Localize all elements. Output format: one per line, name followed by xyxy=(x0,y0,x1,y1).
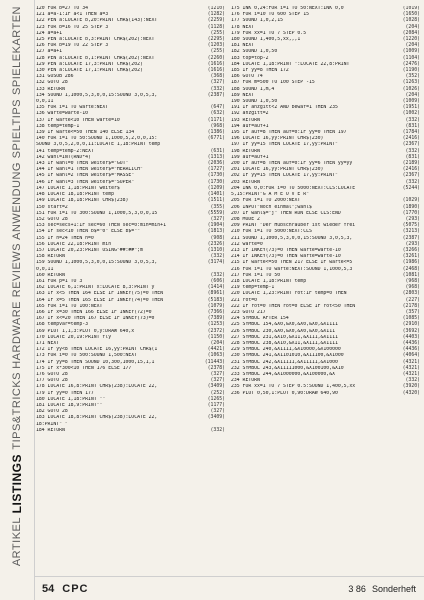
line-checksum: (2295) xyxy=(207,37,225,43)
line-code: 183 top=top-2 xyxy=(231,55,269,61)
line-checksum: (2372) xyxy=(207,328,225,334)
line-checksum: (968) xyxy=(405,285,420,291)
line-code: 152 GOTO 28 xyxy=(36,216,68,222)
line-code: 217 FOR i=1 TO 50 xyxy=(231,272,281,278)
line-code: 208 MODE 2 xyxy=(231,216,260,222)
line-checksum: (327) xyxy=(210,216,225,222)
line-checksum: (606) xyxy=(210,278,225,284)
line-code: SOUND 3,0,5,2,0,0,11:LOCATE 1,18:PRINT temp xyxy=(36,142,161,148)
line-checksum: (2326) xyxy=(207,241,225,247)
line-code: 160 RETURN xyxy=(36,272,65,278)
line-checksum: (1063) xyxy=(207,353,225,359)
line-checksum: (3174) xyxy=(207,260,225,266)
line-code: 130 PEN a:LOCATE 17,1:PRINT CHR$(202) xyxy=(36,68,143,74)
line-checksum: (4403) xyxy=(402,334,420,340)
line-code: 132 GOTO 28 xyxy=(36,80,68,86)
line-code: 236 PLOT 0,50,1:PLOT 0,90:DRAW 640,90 xyxy=(231,390,338,396)
line-checksum: (1986) xyxy=(402,260,420,266)
line-checksum: (3266) xyxy=(402,247,420,253)
line-checksum: (2387) xyxy=(207,92,225,98)
line-code: 199 auf=auf+1 xyxy=(231,154,269,160)
line-code: 163 IF x<5 THEN 164 ELSE IF INKEY(75)=0 THEN xyxy=(36,291,164,297)
line-checksum: (1616) xyxy=(207,68,225,74)
line-code: 225 SYMBOL 154,&X0,&X0,&X0,&X0,&X1111 xyxy=(231,322,338,328)
line-code: 221 rot=0 xyxy=(231,297,257,303)
line-code: 144 IF wahl=1 THEN weiter$="HERRLICH" xyxy=(36,167,143,173)
line-checksum: (1029) xyxy=(402,198,420,204)
line-checksum: (11443) xyxy=(204,359,225,365)
line-code: 188 SOUND 1,m,4 xyxy=(231,86,275,92)
line-checksum: (1079) xyxy=(207,303,225,309)
line-checksum: (2378) xyxy=(207,365,225,371)
line-code: 196 LOCATE 16,yy:PRINT CHR$(230) xyxy=(231,136,324,142)
line-checksum: (1128) xyxy=(207,24,225,30)
line-checksum: (7366) xyxy=(207,309,225,315)
line-code: 180 SOUND 1,400,5,xx,,,1 xyxy=(231,37,301,43)
line-code: 176 GOTO 28 xyxy=(36,371,68,377)
line-code: 0,0,11 xyxy=(36,99,54,105)
line-checksum: (1171) xyxy=(207,117,225,123)
line-checksum: (1414) xyxy=(207,285,225,291)
line-checksum: (332) xyxy=(210,86,225,92)
line-checksum: (357) xyxy=(405,309,420,315)
line-code: 189 NEXT xyxy=(231,92,255,98)
line-checksum: (1081) xyxy=(402,272,420,278)
line-checksum: (4436) xyxy=(402,347,420,353)
line-checksum: (1263) xyxy=(402,80,420,86)
line-checksum: (1009) xyxy=(402,49,420,55)
line-code: 229 SYMBOL 240,&X1111,&X10000,&X100000 xyxy=(231,347,341,353)
line-checksum: (1282) xyxy=(207,12,225,18)
sidebar-category-hardware: HARDWARE xyxy=(10,301,23,369)
line-checksum: (1730) xyxy=(207,179,225,185)
line-code: 137 IF warte<10 THEN warte=10 xyxy=(36,117,120,123)
line-checksum: (5075) xyxy=(402,223,420,229)
line-code: 170 LOCATE 20,19:PRINT fly xyxy=(36,334,112,340)
listing-column-right xyxy=(231,6,420,572)
line-checksum: (2416) xyxy=(402,136,420,142)
line-code: 204 INK 0,0:FOR i=0 TO 5000:NEXT:CLS:LOCATE xyxy=(231,185,356,191)
line-checksum: (1104) xyxy=(402,55,420,61)
line-code: 155 IF h=24 THEN h=0 xyxy=(36,235,94,241)
line-code: 202 IF yy=15 THEN LOCATE 17,yy:PRINT" xyxy=(231,173,338,179)
line-code: 207 IF wahl$="j" THEN RUN ELSE CLS:END xyxy=(231,210,341,216)
line-checksum: (368) xyxy=(210,74,225,80)
line-checksum: (1019) xyxy=(402,6,420,11)
line-checksum: (4321) xyxy=(402,365,420,371)
line-code: 156 LOCATE 22,18:PRINT min xyxy=(36,241,112,247)
line-code: 216 FOR i=1 TO warte:NEXT:SOUND 1,1000,5,3 xyxy=(231,266,353,272)
line-code: 223 GOTO 217 xyxy=(231,309,266,315)
line-code: 182 SOUND 1,0,50 xyxy=(231,49,278,55)
line-code: 214 IF INKEY(73)=0 THEN warte=warte-10 xyxy=(231,254,341,260)
line-checksum: (1210) xyxy=(207,6,225,11)
basic-listing xyxy=(36,6,420,572)
line-checksum: (4321) xyxy=(402,359,420,365)
line-checksum: (332) xyxy=(210,272,225,278)
sidebar-category-spieltips: SPIELTIPS xyxy=(10,98,23,158)
line-code: 149 LOCATE 18,18:PRINT CHR$(238) xyxy=(36,198,129,204)
line-code: 180 LOCATE 1,18:PRINT "" xyxy=(36,396,106,402)
line-code: 179 FOR xx=1 TO 7 STEP 0.5 xyxy=(231,30,307,36)
line-checksum: (4421) xyxy=(207,347,225,353)
line-checksum: (1220) xyxy=(402,37,420,43)
line-code: 187 FOR m=500 TO 100 STEP -15 xyxy=(231,80,315,86)
line-code: 150 start=2 xyxy=(36,204,68,210)
line-checksum: (1511) xyxy=(207,198,225,204)
line-code: 140 FOR i=1 TO 50:SOUND 1,1000,5,2,0,0,15: xyxy=(36,136,158,142)
line-code: 143 IF wahl=0 THEN weiter$="GUT" xyxy=(36,161,129,167)
issue-label: 3 86 xyxy=(348,583,366,594)
line-checksum: (2189) xyxy=(402,161,420,167)
line-code: 165 FOR i=1 TO 100:NEXT xyxy=(36,303,103,309)
line-checksum: (2178) xyxy=(402,303,420,309)
line-code: 232 SYMBOL 243,&X11111000,&X100100,&X10 xyxy=(231,365,344,371)
line-code: 125 PEN a:LOCATE b,3:PRINT CHR$(202):NEXT xyxy=(36,37,155,43)
line-checksum: (1730) xyxy=(207,173,225,179)
line-checksum: (255) xyxy=(210,30,225,36)
line-checksum: (4321) xyxy=(402,371,420,377)
category-sidebar xyxy=(0,0,35,600)
line-code: 123 FOR b=16 TO 25 STEP 3 xyxy=(36,24,109,30)
line-checksum: (2468) xyxy=(402,266,420,272)
line-checksum: (908) xyxy=(210,235,225,241)
line-checksum: (1190) xyxy=(402,68,420,74)
line-checksum: (327) xyxy=(210,378,225,384)
line-code: 177 SOUND 1,0,2,15 xyxy=(231,18,283,24)
line-code: 154 IF sec<10 THEN b$="0" ELSE b$="" xyxy=(36,229,140,235)
line-code: 191 IF anzgitt<2 AND bewaf=1 THEN 235 xyxy=(231,105,338,111)
line-checksum: (332) xyxy=(210,427,225,433)
line-code: 178 LOCATE 16,8:PRINT CHR$(238):LOCATE 22, xyxy=(36,384,158,390)
line-code: 169 PLOT 1,1,3:PLOT 0,y:DRAW 640,x xyxy=(36,328,135,334)
line-checksum: (1253) xyxy=(207,322,225,328)
line-code: 233 SYMBOL 244,&X1000000,&X100000,&X xyxy=(231,371,335,377)
line-code: 210 FOR i=1 TO 5000:NEXT:CLS xyxy=(231,229,312,235)
line-code: 18:PRINT" " xyxy=(36,421,68,427)
line-code: 212 warte=0 xyxy=(231,241,263,247)
line-checksum: (332) xyxy=(405,179,420,185)
line-checksum: (332) xyxy=(405,148,420,154)
line-checksum: (631) xyxy=(210,148,225,154)
line-checksum: (1616) xyxy=(207,61,225,67)
line-code: 185 IF yy=8 THEN 172 xyxy=(231,68,289,74)
line-code: 228 SYMBOL 238,&X10,&X11,&X111,&X1111 xyxy=(231,340,338,346)
line-checksum: (5559) xyxy=(207,210,225,216)
line-code: 148 LOCATE 18,18:PRINT temp xyxy=(36,192,114,198)
line-checksum: (1009) xyxy=(402,99,420,105)
line-checksum: (327) xyxy=(210,80,225,86)
line-code: 181 LOCATE 18,9:PRINT"" xyxy=(36,403,103,408)
line-code: 157 LOCATE 20,23:PRINT USING"##:##";m xyxy=(36,247,143,253)
line-code: 219 temp=temp-1 xyxy=(231,285,275,291)
line-checksum: (327) xyxy=(210,371,225,377)
line-checksum: (968) xyxy=(210,123,225,129)
line-checksum: (1028) xyxy=(402,18,420,24)
line-checksum: (1890) xyxy=(402,204,420,210)
line-checksum: (1784) xyxy=(402,130,420,136)
line-checksum: (3920) xyxy=(402,384,420,390)
line-checksum: (831) xyxy=(405,123,420,129)
line-code: 184 RETURN xyxy=(36,427,65,433)
line-code: 161 FOR p=1 TO 3 xyxy=(36,278,83,284)
line-checksum: (1727) xyxy=(207,167,225,173)
sidebar-category-artikel: ARTIKEL xyxy=(10,516,23,566)
line-code: 226 SYMBOL 230,&X0,&X0,&X0,&X0,&X111 xyxy=(231,328,335,334)
line-code: 166 IF x=30 THEN 166 ELSE IF INKEY(72)=0 xyxy=(36,309,152,315)
line-checksum: (332) xyxy=(405,378,420,384)
line-code: 136 warte=warte-10 xyxy=(36,111,88,117)
sidebar-category-tipstricks: TIPS&TRICKS xyxy=(10,372,23,451)
line-code: 141 temp=temp-2:NEXT xyxy=(36,148,94,154)
line-checksum: (632) xyxy=(210,111,225,117)
footer-left xyxy=(42,583,88,595)
line-code: 213 IF INKEY(73)=0 THEN warte=warte-10 xyxy=(231,247,341,253)
line-checksum: (2476) xyxy=(402,61,420,67)
line-checksum: (2367) xyxy=(402,142,420,148)
line-checksum: (2416) xyxy=(402,167,420,173)
line-code: 184 LOCATE 1,18:PRINT ":LOCATE 22,8:PRINT xyxy=(231,61,350,67)
line-checksum: (1265) xyxy=(207,396,225,402)
line-code: 151 FOR i=1 TO 300:SOUND 1,1000,5,3,0,0,15 xyxy=(36,210,158,216)
line-code: 0,0,11 xyxy=(36,266,54,272)
line-code: 178 NEXT xyxy=(231,24,255,30)
line-checksum: (1002) xyxy=(402,111,420,117)
magazine-logo: CPC xyxy=(62,582,89,595)
line-checksum: (1813) xyxy=(207,229,225,235)
line-code: 179 IF yy=0 THEN 177 xyxy=(36,390,94,396)
line-checksum: (204) xyxy=(405,24,420,30)
line-checksum: (4064) xyxy=(402,353,420,359)
line-checksum: (4436) xyxy=(402,340,420,346)
line-checksum: (1401) xyxy=(207,192,225,198)
page-footer xyxy=(34,576,424,600)
line-checksum: (2084) xyxy=(402,30,420,36)
line-code: 176 FOR i=10 TO 600 STEP 15 xyxy=(231,12,309,18)
line-checksum: (647) xyxy=(210,105,225,111)
line-code: 177 GOTO 28 xyxy=(36,378,68,384)
line-checksum: (7389) xyxy=(207,316,225,322)
line-checksum: (3409) xyxy=(207,415,225,421)
line-code: 197 IF yy=15 THEN LOCATE 17,yy:PRINT" xyxy=(231,142,338,148)
line-code: 153 sec=secs+1:IF sec=60 THEN sec=0:min=min+1 xyxy=(36,223,166,229)
line-checksum: (2910) xyxy=(402,322,420,328)
line-code: 135 FOR i=1 TO warte:NEXT xyxy=(36,105,109,111)
line-checksum: (1770) xyxy=(402,210,420,216)
line-code: 128 PEN a:LOCATE b,1:PRINT CHR$(202):NEXT xyxy=(36,55,155,61)
line-checksum: (968) xyxy=(405,278,420,284)
line-code: 182 GOTO 28 xyxy=(36,409,68,415)
line-checksum: (204) xyxy=(405,92,420,98)
line-checksum: (1203) xyxy=(207,43,225,49)
line-checksum: (227) xyxy=(405,297,420,303)
line-checksum: (1150) xyxy=(207,334,225,340)
line-code: 174 IF yy=8 THEN SOUND 10,300,1000,15,1,1 xyxy=(36,359,155,365)
line-code: 173 FOR i=0 TO 500:SOUND 1,500:NEXT xyxy=(36,353,138,359)
line-code: 134 SOUND 1,1000,5,3,0,0,15:SOUND 3,0,5,3, xyxy=(36,92,158,98)
line-code: 145 IF wahl=2 THEN weiter$="MASSE" xyxy=(36,173,135,179)
section-label: Sonderheft xyxy=(371,583,416,594)
line-code: 146 IF wahl=3 THEN weiter$="SUPER" xyxy=(36,179,135,185)
line-checksum: (6771) xyxy=(207,136,225,142)
line-checksum: (355) xyxy=(210,204,225,210)
line-checksum: (204) xyxy=(210,340,225,346)
line-code: 167 IF x<=20 THEN 167 ELSE IF INKEY(73)=0 xyxy=(36,316,155,322)
line-code: 171 NEXT xyxy=(36,340,60,346)
line-code: 194 auf=auf+1 xyxy=(231,123,269,129)
line-code: 158 RETURN xyxy=(36,254,65,260)
line-code: 124 a=a+1 xyxy=(36,30,62,36)
line-code: 172 IF yy<8 THEN LOCATE 16,yy:PRINT CHR$(1 xyxy=(36,347,158,353)
line-code: 222 IF rot=0 THEN rot=0 ELSE IF rot<50 THEN xyxy=(231,303,356,309)
line-checksum: (5244) xyxy=(402,185,420,191)
line-code: 129 PEN a:LOCATE 17,3:PRINT CHR$(202) xyxy=(36,61,143,67)
line-checksum: (831) xyxy=(405,154,420,160)
line-checksum: (204) xyxy=(405,43,420,49)
line-code: 200 IF auf=8 THEN auf=0:IF yy=6 THEN yy=yy xyxy=(231,161,353,167)
sidebar-category-listings: LISTINGS xyxy=(10,453,24,514)
line-code: 186 GOTO 74 xyxy=(231,74,263,80)
line-checksum: (4320) xyxy=(402,390,420,396)
line-checksum: (2259) xyxy=(207,18,225,24)
line-checksum: (2367) xyxy=(402,173,420,179)
line-checksum: (1177) xyxy=(207,403,225,408)
line-code: 205 FOR i=1 TO 2000:NEXT xyxy=(231,198,301,204)
line-checksum: (252) xyxy=(210,390,225,396)
line-checksum: (1026) xyxy=(402,86,420,92)
line-checksum: (1209) xyxy=(207,185,225,191)
line-code: 201 LOCATE 16,yy:PRINT CHR$(230) xyxy=(231,167,324,173)
line-code: 131 GOSUB 286 xyxy=(36,74,74,80)
listing-line xyxy=(231,391,420,397)
line-code: 190 SOUND 1,0,50 xyxy=(231,99,278,105)
line-code: 159 SOUND 1,1000,5,3,0,0,15:SOUND 3,0,5,3, xyxy=(36,260,158,266)
line-code: 231 SYMBOL 242,&X11111,&X11111,&X1000 xyxy=(231,359,338,365)
line-code: 142 wahl=INT(RND*4) xyxy=(36,154,91,160)
line-code: 195 IF auf=8 THEN auf=0:IF yy=0 THEN 197 xyxy=(231,130,347,136)
line-code: 183 LOCATE 18,8:PRINT CHR$(238):LOCATE 22, xyxy=(36,415,158,421)
line-code: 192 anzgitt=2 xyxy=(231,111,269,117)
line-checksum: (2260) xyxy=(207,55,225,61)
line-code: 162 LOCATE 6,1:PRINT x:LOCATE 8,3:PRINT y xyxy=(36,285,155,291)
listing-line xyxy=(36,428,225,434)
sidebar-category-anwendung: ANWENDUNG xyxy=(10,161,23,240)
line-code: 211 SOUND 1,1000,5,3,0,0,15:SOUND 3,0,5,3, xyxy=(231,235,353,241)
line-code: 206 INPUT"Noch einmal";wahl$ xyxy=(231,204,312,210)
line-checksum: (332) xyxy=(210,254,225,260)
line-code: 209 PRINT "Der Hubschrauber ist wieder frei xyxy=(231,223,356,229)
line-checksum: (1650) xyxy=(402,12,420,18)
line-checksum: (2803) xyxy=(402,291,420,297)
line-code: 139 IF warte<=50 THEN 140 ELSE 134 xyxy=(36,130,135,136)
line-checksum: (1085) xyxy=(402,316,420,322)
line-checksum: (3692) xyxy=(402,328,420,334)
line-code: 220 LOCATE 1,23:PRINT rot:IF temp=0 THEN xyxy=(231,291,347,297)
line-code: 224 SYMBOL AFTER 154 xyxy=(231,316,289,322)
line-checksum: (293) xyxy=(405,241,420,247)
listing-column-left xyxy=(36,6,225,572)
line-checksum: (352) xyxy=(405,74,420,80)
line-checksum: (3409) xyxy=(207,384,225,390)
line-code: 235 FOR xx=1 TO 7 STEP 0.5:SOUND 1,400,5,xx xyxy=(231,384,356,390)
line-checksum: (1386) xyxy=(207,130,225,136)
category-list xyxy=(3,6,31,566)
line-checksum: (327) xyxy=(210,409,225,415)
line-code: 227 SYMBOL 231,&X10,&X11,&X111,&X1111 xyxy=(231,334,338,340)
sidebar-category-spielekarten: SPIELEKARTEN xyxy=(10,6,23,95)
line-checksum: (1951) xyxy=(402,105,420,111)
line-code: 5,15:PRINT"G A M E O V E R" xyxy=(231,192,309,198)
line-code: 218 LOCATE 1,18:PRINT temp xyxy=(231,278,307,284)
line-code: 175 IF x*300<10 THEN 176 ELSE 177 xyxy=(36,365,132,371)
line-checksum: (293) xyxy=(405,216,420,222)
line-code: 138 temp=temp-1 xyxy=(36,123,80,129)
line-code: 198 RETURN xyxy=(231,148,260,154)
line-checksum: (1904) xyxy=(207,223,225,229)
line-code: 215 IF warte<=50 THEN 217 ELSE IF warte<=5 xyxy=(231,260,353,266)
line-code: 126 FOR b=19 TO 22 STEP 3 xyxy=(36,43,109,49)
line-code: 203 RETURN xyxy=(231,179,260,185)
line-code: 122 PEN a:LOCATE b,20:PRINT CHR$(143):NEXT xyxy=(36,18,158,24)
line-code: 147 LOCATE 1,18:PRINT weiter$ xyxy=(36,185,120,191)
line-checksum: (2036) xyxy=(207,161,225,167)
line-code: 133 RETURN xyxy=(36,86,65,92)
line-code: 234 RETURN xyxy=(231,378,260,384)
line-code: 120 FOR b=27 TO 34 xyxy=(36,6,88,11)
line-code: 164 IF x=5 THEN 165 ELSE IF INKEY(74)=0 THEN xyxy=(36,297,164,303)
line-code: 121 a=a-1:IF a<1 THEN a=3 xyxy=(36,12,109,18)
line-checksum: (3261) xyxy=(402,254,420,260)
line-checksum: (8961) xyxy=(207,291,225,297)
line-code: 181 NEXT xyxy=(231,43,255,49)
line-code: 168 tempvar=temp-3 xyxy=(36,322,88,328)
line-checksum: (1313) xyxy=(207,154,225,160)
footer-right xyxy=(348,584,416,594)
page-number: 54 xyxy=(42,582,55,595)
line-checksum: (5183) xyxy=(207,297,225,303)
line-code: 193 RETURN xyxy=(231,117,260,123)
line-checksum: (332) xyxy=(405,117,420,123)
line-code: 127 a=a+1 xyxy=(36,49,62,55)
sidebar-category-reviews: REVIEWS xyxy=(10,243,23,298)
line-checksum: (3213) xyxy=(402,229,420,235)
line-checksum: (255) xyxy=(210,49,225,55)
line-checksum: (2387) xyxy=(402,235,420,241)
line-checksum: (1310) xyxy=(207,247,225,253)
line-code: 175 INK 0,24:FOR i=1 TO 50:NEXT:INK 0,0 xyxy=(231,6,344,11)
line-code: 230 SYMBOL 241,&X1101010,&X11100,&X1000 xyxy=(231,353,344,359)
